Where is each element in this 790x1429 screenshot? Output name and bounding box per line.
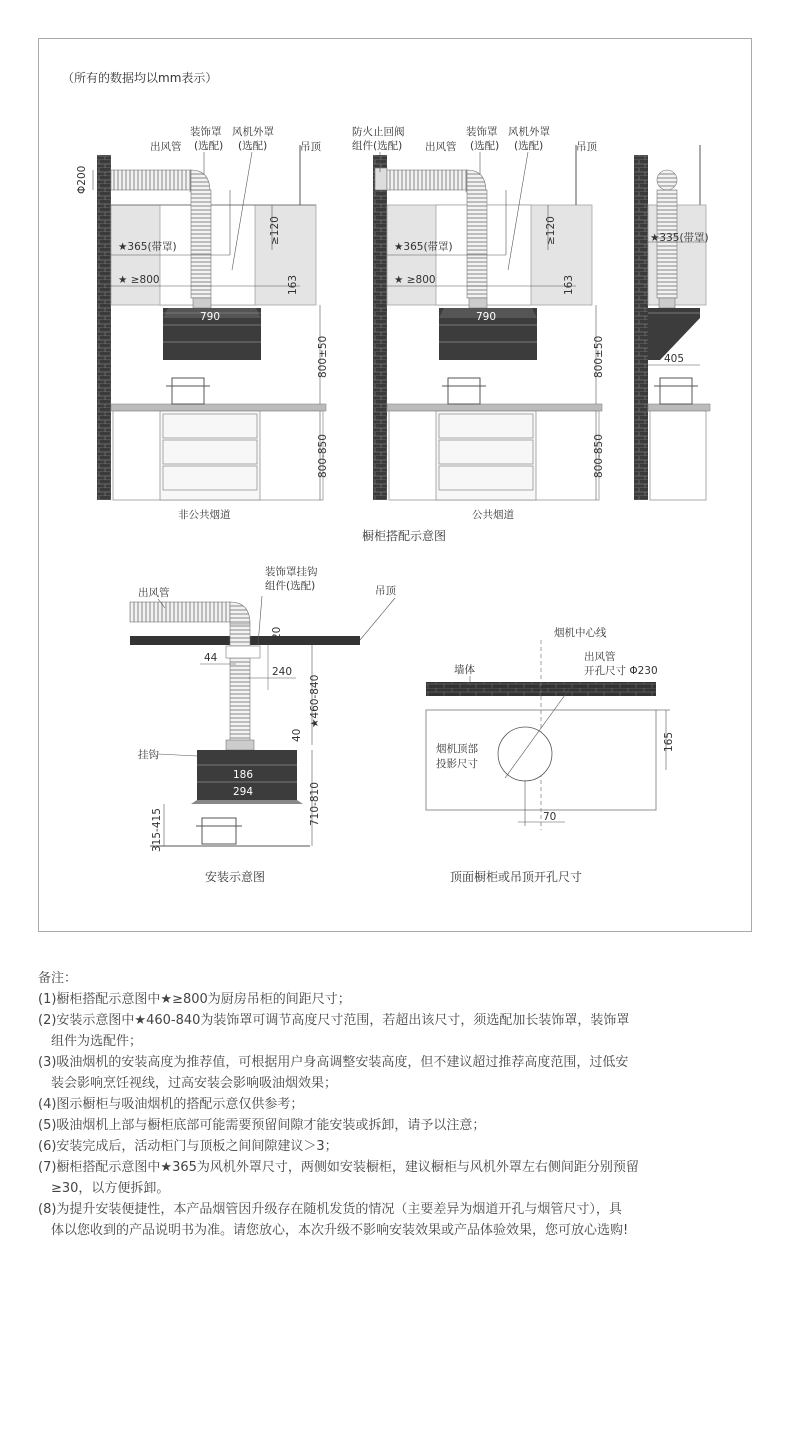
label-install-ceiling: 吊顶 (375, 585, 396, 597)
label-hook: 挂钩 (138, 749, 159, 761)
dim-800-50: 800±50 (317, 335, 329, 378)
label-fan-cover-opt-middle: (选配) (514, 140, 544, 152)
dim-165: 165 (663, 731, 675, 752)
dim-710-810: 710-810 (309, 782, 321, 826)
note-item: (8)为提升安装便捷性，本产品烟管因升级存在随机发货的情况（主要差异为烟道开孔与烟管尺寸），具 (38, 1202, 622, 1217)
install-diagram (130, 565, 396, 852)
label-center-line: 烟机中心线 (554, 627, 607, 639)
notes-title: 备注： (38, 971, 78, 986)
dim-335: ★335(带罩) (650, 232, 709, 244)
label-hook-group-2: 组件(选配) (265, 580, 316, 592)
pot (172, 378, 204, 404)
note-item: ≥30，以方便拆卸。 (51, 1181, 170, 1196)
dim-120-middle: ≥120 (545, 216, 557, 245)
label-outlet-pipe-middle: 出风管 (425, 141, 457, 153)
dim-70: 70 (543, 811, 557, 823)
label-decor-cover-middle: 装饰罩 (466, 126, 498, 138)
note-item: 组件为选配件； (51, 1034, 143, 1049)
dim-800-50-middle: 800±50 (593, 335, 605, 378)
hole-diagram (426, 626, 675, 830)
label-outlet-pipe: 出风管 (150, 141, 182, 153)
note-item: (7)橱柜搭配示意图中★365为风机外罩尺寸，两侧如安装橱柜，建议橱柜与风机外罩左右侧间距分别预留 (38, 1160, 639, 1175)
note-item: 装会影响烹饪视线，过高安装会影响吸油烟效果； (51, 1076, 338, 1091)
label-wall: 墙体 (454, 664, 475, 676)
label-decor-cover: 装饰罩 (190, 126, 222, 138)
dim-294: 294 (233, 786, 254, 798)
dim-phi200: Φ200 (76, 165, 88, 194)
dim-163-middle: 163 (563, 274, 575, 295)
dim-405: 405 (664, 353, 685, 365)
dim-315-415: 315-415 (151, 808, 163, 852)
dim-20: 20 (271, 626, 283, 640)
note-item: (2)安装示意图中★460-840为装饰罩可调节高度尺寸范围，若超出该尺寸，须选配加长装饰罩，装饰罩 (38, 1013, 630, 1028)
cabinet-middle (352, 125, 605, 521)
caption-cabinet: 橱柜搭配示意图 (362, 529, 447, 543)
notes-section (38, 968, 754, 1241)
cabinet-side-view (634, 145, 710, 500)
wall-side (634, 155, 648, 500)
note-item: (1)橱柜搭配示意图中★≥800为厨房吊柜的间距尺寸； (38, 992, 351, 1007)
header-note: （所有的数据均以mm表示） (62, 71, 218, 85)
label-install-outlet: 出风管 (138, 587, 170, 599)
dim-800: ★ ≥800 (118, 274, 160, 286)
wall-middle (373, 155, 387, 500)
caption-middle: 公共烟道 (472, 509, 514, 521)
label-projection-2: 投影尺寸 (436, 758, 478, 770)
dim-120: ≥120 (269, 216, 281, 245)
outlet-duct-horizontal (111, 170, 191, 190)
dim-800-850-middle: 800-850 (593, 434, 605, 478)
outlet-duct-vertical (191, 190, 211, 298)
label-fire-valve-2: 组件(选配) (352, 140, 403, 152)
label-ceiling-middle: 吊顶 (576, 141, 597, 153)
label-fire-valve-1: 防火止回阀 (352, 126, 405, 138)
label-hole-outlet: 出风管 (584, 651, 616, 663)
dim-163: 163 (287, 274, 299, 295)
label-projection-1: 烟机顶部 (436, 743, 478, 755)
label-ceiling: 吊顶 (300, 141, 321, 153)
label-decor-cover-opt: (选配) (194, 140, 224, 152)
dim-40: 40 (291, 728, 303, 742)
dim-800-850: 800-850 (317, 434, 329, 478)
dim-790-middle: 790 (476, 311, 497, 323)
dim-365-middle: ★365(带罩) (394, 241, 453, 253)
label-fan-cover-middle: 风机外罩 (508, 126, 550, 138)
label-hook-group-1: 装饰罩挂钩 (265, 566, 318, 578)
label-decor-cover-opt-middle: (选配) (470, 140, 500, 152)
dim-790: 790 (200, 311, 221, 323)
dim-186: 186 (233, 769, 254, 781)
note-item: (6)安装完成后，活动柜门与顶板之间间隙建议＞3； (38, 1139, 338, 1154)
note-item: (5)吸油烟机上部与橱柜底部可能需要预留间隙才能安装或拆卸，请予以注意； (38, 1118, 486, 1133)
dim-800-middle: ★ ≥800 (394, 274, 436, 286)
dim-44: 44 (204, 652, 218, 664)
caption-install: 安装示意图 (205, 870, 266, 884)
fire-valve (375, 168, 387, 190)
outlet-hole (498, 727, 552, 781)
caption-left: 非公共烟道 (178, 509, 231, 521)
dim-460-840: ★460-840 (309, 674, 321, 728)
dim-365: ★365(带罩) (118, 241, 177, 253)
label-fan-cover: 风机外罩 (232, 126, 274, 138)
install-duct (230, 624, 250, 744)
caption-hole: 顶面橱柜或吊顶开孔尺寸 (450, 870, 583, 884)
label-hole-size: 开孔尺寸 Φ230 (584, 665, 658, 677)
label-fan-cover-opt: (选配) (238, 140, 268, 152)
note-item: (4)图示橱柜与吸油烟机的搭配示意仅供参考； (38, 1097, 304, 1112)
cabinet-left (76, 125, 329, 521)
note-item: 体以您收到的产品说明书为准。请您放心，本次升级不影响安装效果或产品体验效果，您可放心选购! (51, 1223, 629, 1238)
note-item: (3)吸油烟机的安装高度为推荐值，可根据用户身高调整安装高度，但不建议超过推荐高度范围，过低安 (38, 1055, 629, 1070)
wall-left (97, 155, 111, 500)
dim-240: 240 (272, 666, 293, 678)
